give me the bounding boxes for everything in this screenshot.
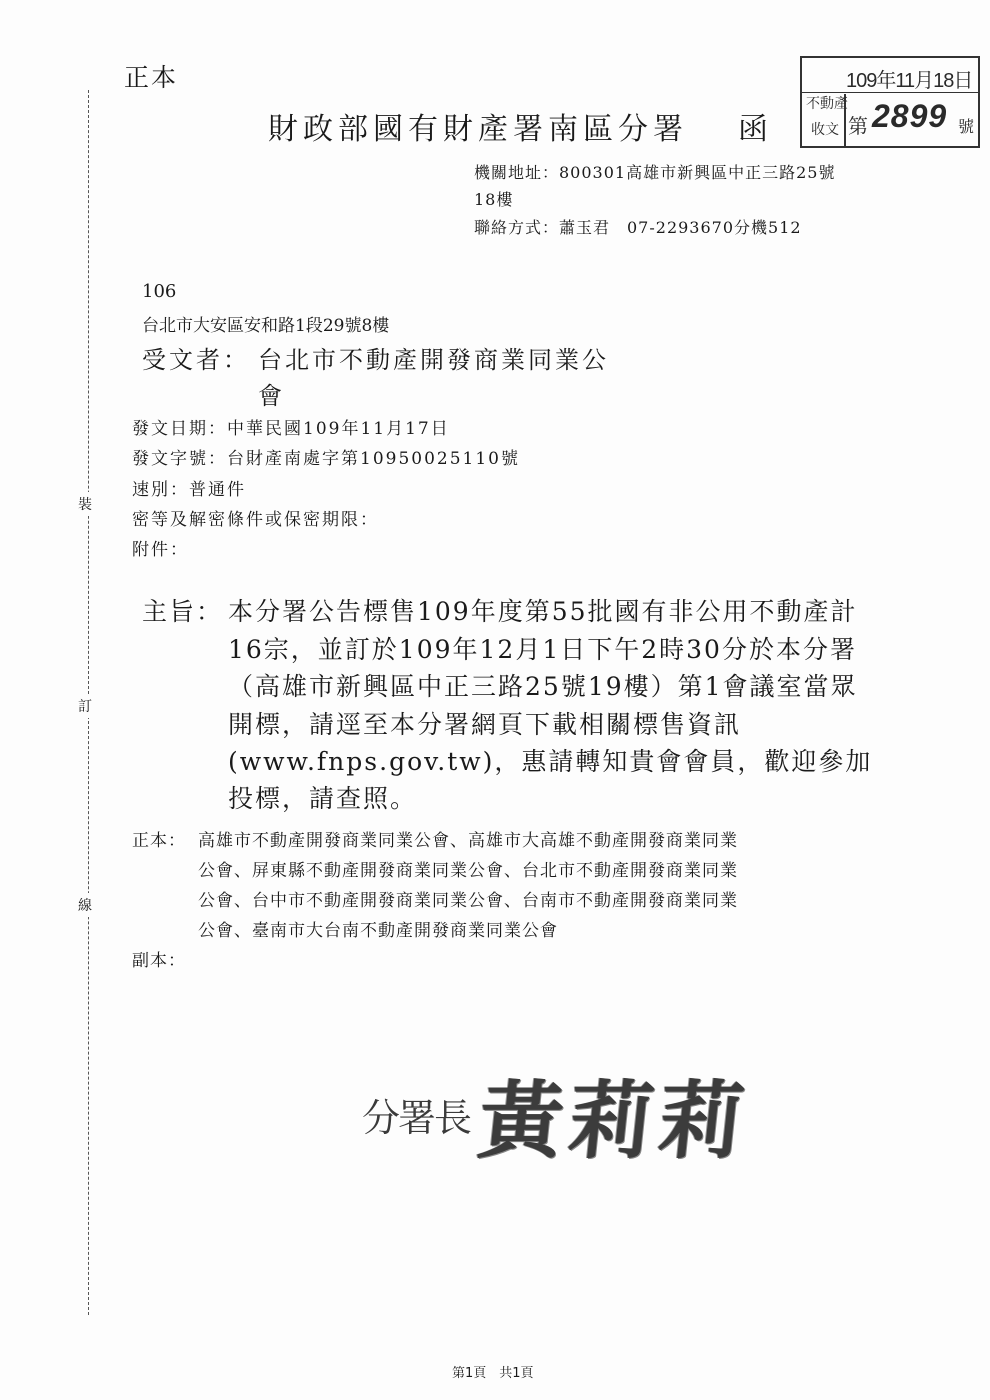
subject-line: 開標，請逕至本分署網頁下載相關標售資訊 bbox=[228, 710, 742, 739]
agency-address: 機關地址：800301高雄市新興區中正三路25號 bbox=[474, 163, 836, 182]
original-recipients-line: 公會、屏東縣不動產開發商業同業公會、台北市不動產開發商業同業 bbox=[198, 861, 738, 881]
recipient-name: 台北市不動產開發商業同業公 bbox=[258, 346, 609, 374]
recipient-label: 受文者： bbox=[142, 346, 250, 374]
stamp-label-top: 不動產 bbox=[806, 95, 848, 111]
subject-line: 16宗，並訂於109年12月1日下午2時30分於本分署 bbox=[228, 635, 857, 664]
binding-mark: 裝 bbox=[78, 492, 92, 516]
signature-seal: 黃莉莉 bbox=[474, 1071, 755, 1170]
issue-date: 發文日期：中華民國109年11月17日 bbox=[132, 419, 450, 439]
original-recipients-label: 正本： bbox=[132, 831, 186, 851]
agency-address-cont: 18樓 bbox=[474, 190, 514, 209]
stamp-number: 2899 bbox=[872, 98, 948, 134]
signature-title: 分署長 bbox=[362, 1096, 471, 1140]
document-type: 函 bbox=[738, 112, 768, 147]
agency-title: 財政部國有財產署南區分署 bbox=[268, 112, 688, 147]
recipient-name-cont: 會 bbox=[258, 382, 282, 410]
binding-mark: 線 bbox=[78, 893, 92, 917]
stamp-label-bottom: 收文 bbox=[811, 121, 839, 137]
subject-line: （高雄市新興區中正三路25號19樓）第1會議室當眾 bbox=[228, 672, 858, 701]
subject-line: 投標，請查照。 bbox=[228, 784, 418, 813]
stamp-number-prefix: 第 bbox=[848, 116, 868, 138]
document-number: 發文字號：台財產南處字第10950025110號 bbox=[132, 449, 520, 469]
binding-mark: 訂 bbox=[78, 694, 92, 718]
original-recipients-line: 公會、臺南市大台南不動產開發商業同業公會 bbox=[198, 921, 558, 941]
confidentiality: 密等及解密條件或保密期限： bbox=[132, 510, 379, 530]
subject-line: 本分署公告標售109年度第55批國有非公用不動產計 bbox=[228, 597, 858, 626]
recipient-postal-code: 106 bbox=[142, 281, 177, 302]
stamp-divider bbox=[802, 92, 978, 93]
stamp-date: 109年11月18日 bbox=[846, 70, 973, 92]
copy-recipients-label: 副本： bbox=[132, 951, 186, 971]
original-recipients-line: 高雄市不動產開發商業同業公會、高雄市大高雄不動產開發商業同業 bbox=[198, 831, 738, 851]
stamp-number-suffix: 號 bbox=[958, 119, 975, 136]
receipt-stamp bbox=[800, 56, 980, 148]
page-number: 第1頁 共1頁 bbox=[452, 1366, 534, 1381]
agency-contact: 聯絡方式：蕭玉君 07-2293670分機512 bbox=[474, 218, 802, 237]
recipient-address: 台北市大安區安和路1段29號8樓 bbox=[142, 316, 390, 336]
copy-type-label: 正本 bbox=[124, 63, 179, 92]
original-recipients-line: 公會、台中市不動產開發商業同業公會、台南市不動產開發商業同業 bbox=[198, 891, 738, 911]
subject-line: (www.fnps.gov.tw)，惠請轉知貴會會員，歡迎參加 bbox=[228, 747, 873, 776]
speed-class: 速別：普通件 bbox=[132, 480, 246, 500]
subject-label: 主旨： bbox=[142, 597, 224, 626]
attachment: 附件： bbox=[132, 540, 189, 560]
